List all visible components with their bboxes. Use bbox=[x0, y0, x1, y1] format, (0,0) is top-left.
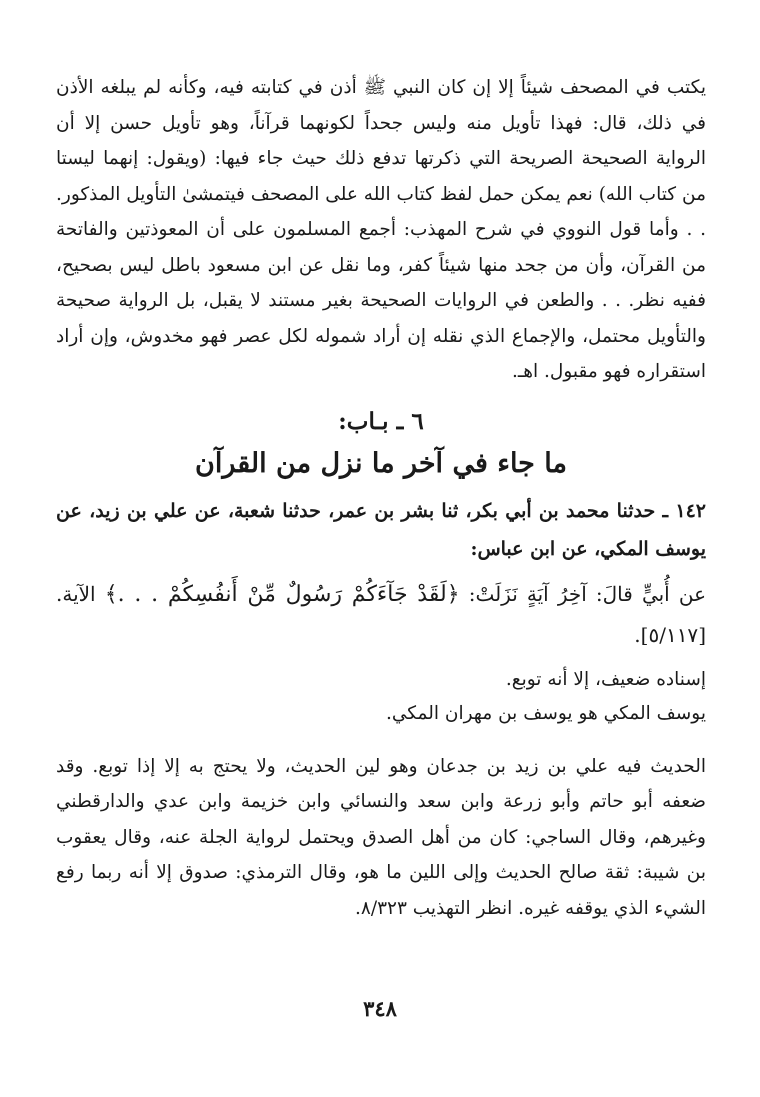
intro-paragraph: يكتب في المصحف شيئاً إلا إن كان النبي ﷺ أذن في كتابته فيه، وكأنه لم يبلغه الأذن في ذلك، قال: فهذا تأويل منه وليس جحداً لكونهما قرآناً، وهو تأويل حسن إلا أن الرواية الصحيحة الصريحة التي ذكرتها تدفع ذلك حيث جاء فيها: (ويقول: إنهما ليستا من كتاب الله) نعم يمكن حمل لفظ كتاب الله على المصحف فيتمشىٰ التأويل المذكور. . . وأما قول النووي في شرح المهذب: أجمع المسلمون على أن المعوذتين والفاتحة من القرآن، وأن من جحد منها شيئاً كفر، وما نقل عن ابن مسعود باطل ليس بصحيح، ففيه نظر. . . والطعن في الروايات الصحيحة بغير مستند لا يقبل، بل الرواية صحيحة والتأويل محتمل، والإجماع الذي نقله إن أراد شموله لكل عصر فهو مخدوش، وإن أراد استقراره فهو مقبول. اهـ. bbox=[56, 77, 706, 382]
quran-verse: ﴿لَقَدْ جَآءَكُمْ رَسُولٌ مِّنْ أَنفُسِكُمْ . . .﴾ bbox=[104, 581, 460, 607]
hadith-chain: ١٤٢ ـ حدثنا محمد بن أبي بكر، ثنا بشر بن عمر، حدثنا شعبة، عن علي بن زيد، عن يوسف المكي، عن ابن عباس: bbox=[56, 499, 706, 560]
page-number: ٣٤٨ bbox=[363, 996, 397, 1021]
commentary-paragraph: الحديث فيه علي بن زيد بن جدعان وهو لين الحديث، ولا يحتج به إلا إذا توبع. وقد ضعفه أبو حاتم وأبو زرعة وابن سعد والنسائي وابن خزيمة وابن عدي والدارقطني وغيرهم، وقال الساجي: كان من أهل الصدق ويحتمل لرواية الجلة عنه، وقال يعقوب بن شيبة: ثقة صالح الحديث وإلى اللين ما هو، وقال الترمذي: صدوق إلا أنه ربما رفع الشيء الذي يوقفه غيره. انظر التهذيب ٨/٣٢٣. bbox=[56, 755, 706, 919]
chapter-heading bbox=[56, 402, 706, 486]
chapter-number: ٦ ـ بـاب: bbox=[338, 407, 424, 435]
hadith-notes bbox=[56, 663, 706, 731]
hadith-text bbox=[56, 574, 706, 655]
note-grading: إسناده ضعيف، إلا أنه توبع. bbox=[505, 668, 706, 690]
note-narrator: يوسف المكي هو يوسف بن مهران المكي. bbox=[385, 702, 706, 724]
chapter-title: ما جاء في آخر ما نزل من القرآن bbox=[195, 447, 567, 479]
book-page bbox=[56, 62, 706, 1062]
hadith-text-after: الآية. [٥/١١٧]. bbox=[56, 581, 706, 647]
hadith-text-before: عن أُبيٍّ قالَ: آخِرُ آيَةٍ نَزَلَتْ: bbox=[459, 581, 707, 606]
